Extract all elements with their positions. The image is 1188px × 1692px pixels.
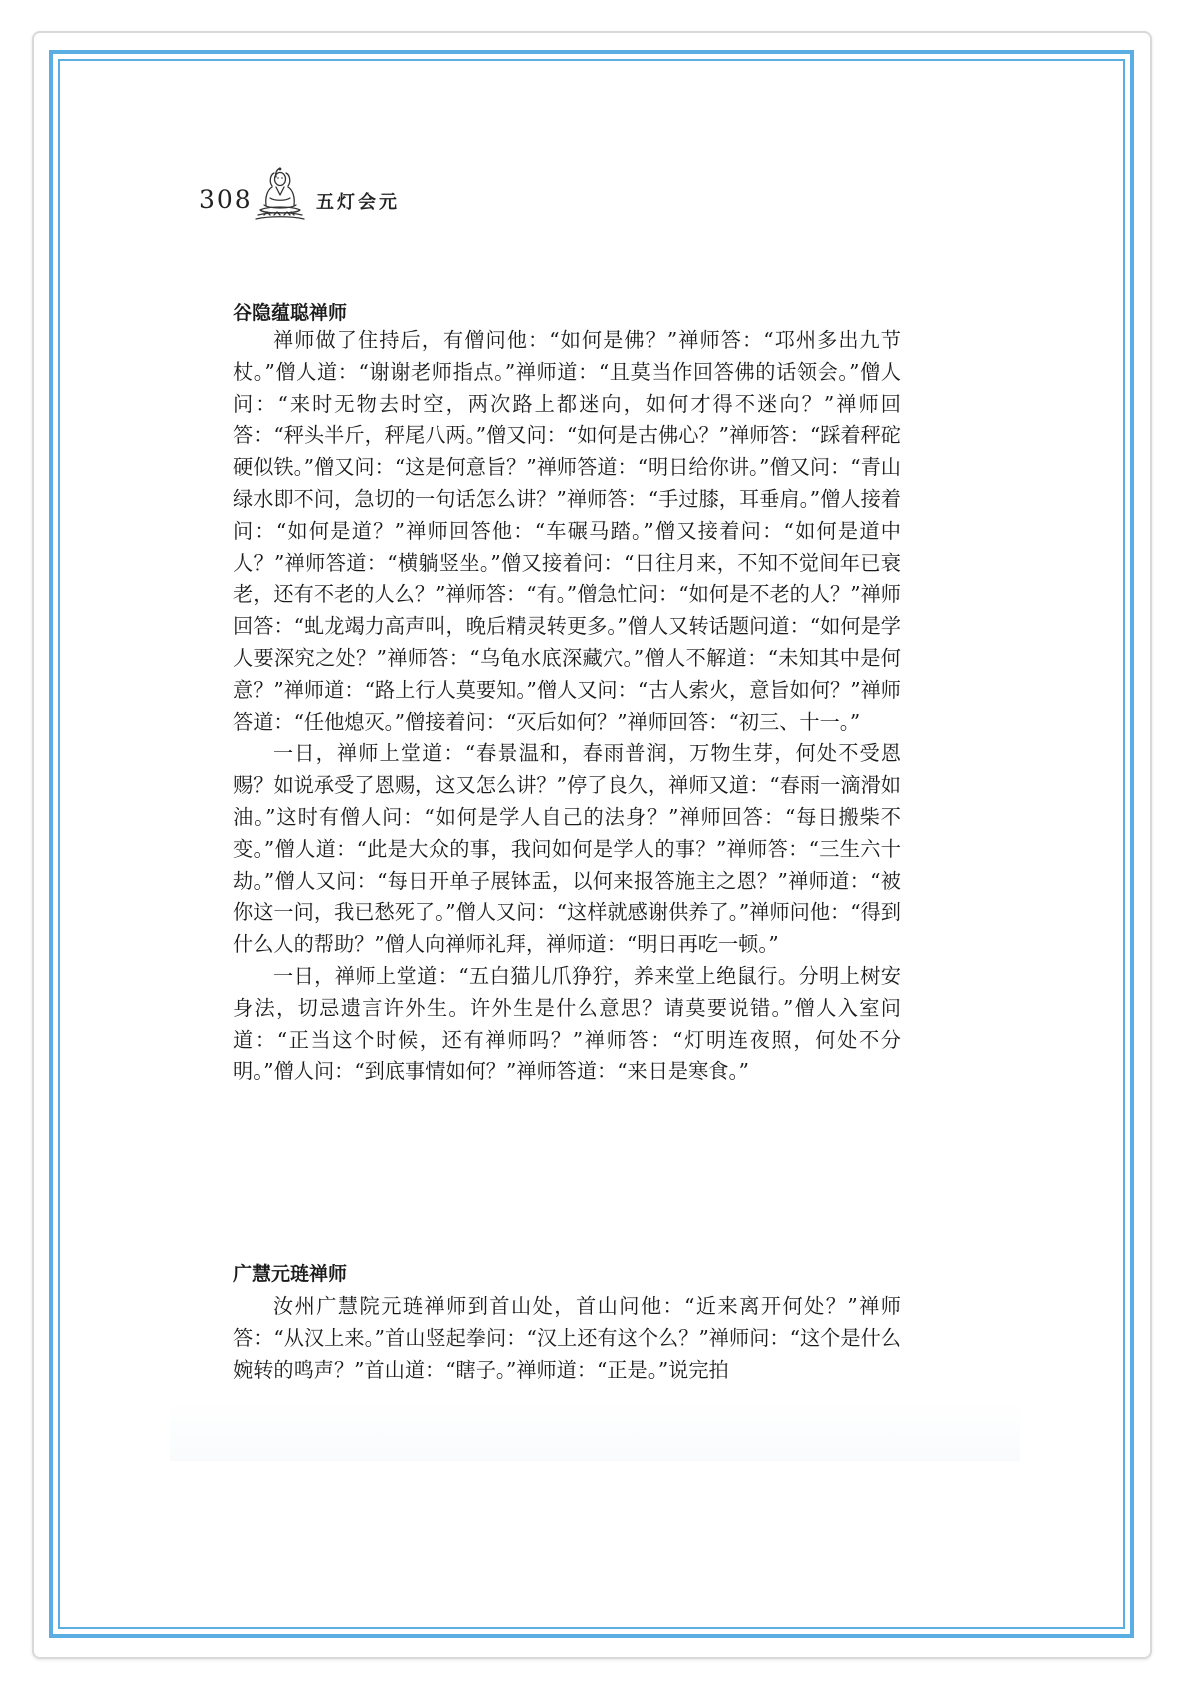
page-number: 308 (199, 185, 253, 214)
section-body (233, 325, 901, 1088)
paragraph: 一日，禅师上堂道：“春景温和，春雨普润，万物生芽，何处不受恩赐？如说承受了恩赐，这又怎么讲？”停了良久，禅师又道：“春雨一滴滑如油。”这时有僧人问：“如何是学人自己的法身？”禅师回答：“每日搬柴不变。”僧人道：“此是大众的事，我问如何是学人的事？”禅师答：“三生六十劫。”僧人又问：“每日开单子展钵盂，以何来报答施主之恩？”禅师道：“被你这一问，我已愁死了。”僧人又问：“这样就感谢供养了。”禅师问他：“得到什么人的帮助？”僧人向禅师礼拜，禅师道：“明日再吃一顿。” (233, 741, 901, 957)
section-title: 广慧元琏禅师 (233, 1263, 348, 1285)
paragraph: 禅师做了住持后，有僧问他：“如何是佛？”禅师答：“邛州多出九节杖。”僧人道：“谢谢老师指点。”禅师道：“且莫当作回答佛的话领会。”僧人问：“来时无物去时空，两次路上都迷向，如何才得不迷向？”禅师回答：“秤头半斤，秤尾八两。”僧又问：“如何是古佛心？”禅师答：“踩着秤砣硬似铁。”僧又问：“这是何意旨？”禅师答道：“明日给你讲。”僧又问：“青山绿水即不问，急切的一句话怎么讲？”禅师答：“手过膝，耳垂肩。”僧人接着问：“如何是道？”禅师回答他：“车碾马踏。”僧又接着问：“如何是道中人？”禅师答道：“横躺竖坐。”僧又接着问：“日往月来，不知不觉间年已衰老，还有不老的人么？”禅师答：“有。”僧急忙问：“如何是不老的人？”禅师回答：“虬龙竭力高声叫，晚后精灵转更多。”僧人又转话题问道：“如何是学人要深究之处？”禅师答：“乌龟水底深藏穴。”僧人不解道：“未知其中是何意？”禅师道：“路上行人莫要知。”僧人又问：“古人索火，意旨如何？”禅师答道：“任他熄灭。”僧接着问：“灭后如何？”禅师回答：“初三、十一。” (233, 328, 901, 734)
scan-shadow (170, 1401, 1020, 1461)
book-page (60, 61, 1123, 1627)
book-title: 五灯会元 (316, 192, 400, 213)
paragraph: 汝州广慧院元琏禅师到首山处，首山问他：“近来离开何处？”禅师答：“从汉上来。”首山竖起拳问：“汉上还有这个么？”禅师问：“这个是什么婉转的鸣声？”首山道：“瞎子。”禅师道：“正是。”说完拍 (233, 1294, 901, 1382)
paragraph: 一日，禅师上堂道：“五白猫儿爪狰狞，养来堂上绝鼠行。分明上树安身法，切忌遗言许外生。许外生是什么意思？请莫要说错。”僧人入室问道：“正当这个时候，还有禅师吗？”禅师答：“灯明连夜照，何处不分明。”僧人问：“到底事情如何？”禅师答道：“来日是寒食。” (233, 963, 901, 1084)
section-title: 谷隐蕴聪禅师 (233, 302, 348, 324)
seated-buddha-icon (250, 165, 310, 223)
section-body (233, 1291, 901, 1386)
